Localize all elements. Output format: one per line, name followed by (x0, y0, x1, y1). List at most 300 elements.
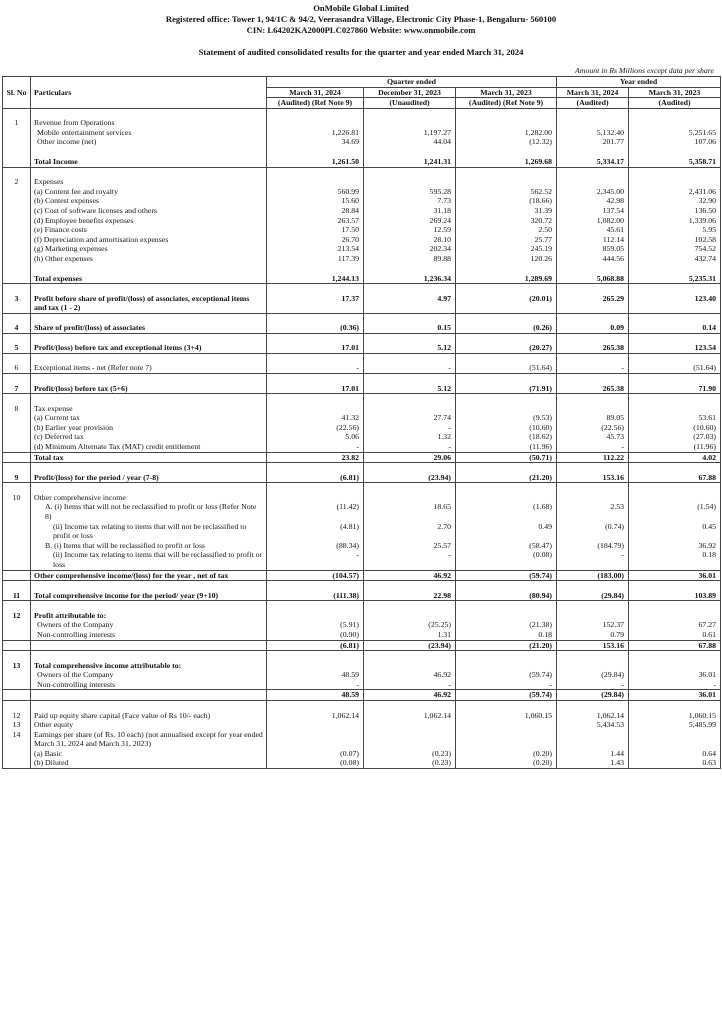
value-cell: 36.01 (629, 670, 721, 680)
value-cell: 123.54 (629, 343, 721, 353)
spacer-cell (3, 264, 31, 274)
spacer-row (3, 651, 721, 661)
particulars-cell: Owners of the Company (31, 670, 267, 680)
value-cell: (11.96) (629, 442, 721, 452)
value-cell: 27.74 (364, 413, 456, 423)
value-cell: (25.25) (364, 620, 456, 630)
spacer-cell (3, 581, 31, 591)
spacer-cell (267, 651, 364, 661)
spacer-cell (557, 651, 629, 661)
value-cell: 18.65 (364, 502, 456, 521)
spacer-cell (629, 601, 721, 611)
value-cell: (0.20) (456, 758, 557, 768)
spacer-cell (31, 483, 267, 493)
value-cell (557, 611, 629, 621)
value-cell: 152.37 (557, 620, 629, 630)
value-cell (629, 118, 721, 128)
value-cell: 1,269.68 (456, 157, 557, 167)
spacer-cell (31, 333, 267, 343)
particulars-cell: (d) Employee benefits expenses (31, 216, 267, 226)
spacer-cell (629, 333, 721, 343)
company-name: OnMobile Global Limited (313, 3, 409, 13)
sl-cell (3, 187, 31, 197)
value-cell: 1,261.50 (267, 157, 364, 167)
row-r6 (3, 363, 721, 373)
particulars-cell: Other income (net) (31, 137, 267, 147)
spacer-cell (267, 313, 364, 323)
value-cell: 1.44 (557, 749, 629, 759)
spacer-row (3, 147, 721, 157)
col-group-quarter: Quarter ended (267, 77, 557, 88)
particulars-cell: Total comprehensive income for the period/ year (9+10) (31, 591, 267, 601)
sl-cell: 14 (3, 730, 31, 749)
value-cell: (0.26) (456, 323, 557, 333)
results-table (2, 76, 721, 769)
value-cell: 1,062.14 (364, 711, 456, 721)
value-cell: (183.00) (557, 570, 629, 581)
spacer-cell (267, 463, 364, 473)
spacer-cell (557, 284, 629, 294)
value-cell: 28.84 (267, 206, 364, 216)
value-cell: 5,485.99 (629, 720, 721, 730)
value-cell: (51.64) (456, 363, 557, 373)
value-cell: - (364, 550, 456, 570)
value-cell: 53.61 (629, 413, 721, 423)
particulars-cell: Tax expense (31, 404, 267, 414)
value-cell: 265.38 (557, 384, 629, 394)
value-cell: 0.79 (557, 630, 629, 640)
sl-cell: 10 (3, 493, 31, 503)
spacer-cell (3, 147, 31, 157)
value-cell: 1,244.13 (267, 274, 364, 284)
value-cell: (21.20) (456, 473, 557, 483)
value-cell: (6.81) (267, 640, 364, 651)
spacer-row (3, 167, 721, 177)
value-cell: 17.50 (267, 225, 364, 235)
row-r10 (3, 493, 721, 503)
particulars-cell: A. (i) Items that will not be reclassified to profit or loss (Refer Note 8) (31, 502, 267, 521)
value-cell: - (364, 423, 456, 433)
value-cell: 32.90 (629, 196, 721, 206)
spacer-cell (267, 353, 364, 363)
value-cell: - (557, 363, 629, 373)
spacer-cell (456, 483, 557, 493)
sl-cell: 12 (3, 611, 31, 621)
registered-office: Registered office: Tower 1, 94/1C & 94/2, Veerasandra Village, Electronic City Phase-1, Bengaluru- 560100 (165, 14, 557, 24)
value-cell: 1,062.14 (557, 711, 629, 721)
spacer-cell (456, 394, 557, 404)
value-cell: 2,345.00 (557, 187, 629, 197)
value-cell: (0.08) (267, 758, 364, 768)
value-cell (267, 661, 364, 671)
value-cell (557, 730, 629, 749)
value-cell (456, 177, 557, 187)
row-r2c (3, 206, 721, 216)
value-cell: (0.07) (267, 749, 364, 759)
value-cell: 89.05 (557, 413, 629, 423)
spacer-cell (267, 333, 364, 343)
row-r10d (3, 550, 721, 570)
value-cell: 5,434.53 (557, 720, 629, 730)
row-r2g (3, 244, 721, 254)
value-cell: (18.62) (456, 432, 557, 442)
particulars-cell: (f) Depreciation and amortisation expenses (31, 235, 267, 245)
sl-cell (3, 137, 31, 147)
row-r10t (3, 570, 721, 581)
sl-cell: 9 (3, 473, 31, 483)
spacer-row (3, 463, 721, 473)
spacer-cell (364, 264, 456, 274)
sl-cell: 11 (3, 591, 31, 601)
value-cell: 103.89 (629, 591, 721, 601)
value-cell: (59.74) (456, 570, 557, 581)
spacer-cell (31, 394, 267, 404)
spacer-cell (267, 394, 364, 404)
value-cell: 1,289.69 (456, 274, 557, 284)
value-cell (557, 404, 629, 414)
value-cell: 48.59 (267, 690, 364, 701)
row-r8t (3, 452, 721, 463)
sl-cell (3, 157, 31, 167)
sl-cell (3, 206, 31, 216)
value-cell: 1,060.15 (456, 711, 557, 721)
spacer-row (3, 374, 721, 384)
spacer-cell (557, 108, 629, 118)
value-cell: 2.53 (557, 502, 629, 521)
spacer-cell (456, 651, 557, 661)
value-cell: (0.23) (364, 758, 456, 768)
value-cell: (0.20) (456, 749, 557, 759)
value-cell: 107.06 (629, 137, 721, 147)
row-r8a (3, 413, 721, 423)
spacer-cell (31, 581, 267, 591)
amount-note: Amount in Rs Millions except data per share (575, 66, 714, 75)
value-cell: (10.60) (456, 423, 557, 433)
row-r16a (3, 749, 721, 759)
spacer-cell (364, 108, 456, 118)
spacer-cell (629, 108, 721, 118)
sl-cell: 4 (3, 323, 31, 333)
spacer-cell (629, 147, 721, 157)
value-cell (267, 177, 364, 187)
value-cell: 7.73 (364, 196, 456, 206)
spacer-cell (557, 264, 629, 274)
spacer-cell (557, 701, 629, 711)
spacer-cell (3, 108, 31, 118)
value-cell: 25.57 (364, 541, 456, 551)
value-cell (267, 493, 364, 503)
col4-note: (Audited) (557, 98, 629, 109)
value-cell: 15.60 (267, 196, 364, 206)
sl-cell (3, 216, 31, 226)
spacer-cell (31, 108, 267, 118)
particulars-cell: (a) Content fee and royalty (31, 187, 267, 197)
spacer-cell (629, 483, 721, 493)
value-cell (364, 493, 456, 503)
particulars-cell: (a) Basic (31, 749, 267, 759)
value-cell: (21.20) (456, 640, 557, 651)
value-cell: 45.73 (557, 432, 629, 442)
value-cell: (20.01) (456, 294, 557, 314)
value-cell (629, 611, 721, 621)
col-particulars: Particulars (31, 77, 267, 109)
spacer-cell (456, 167, 557, 177)
spacer-cell (364, 313, 456, 323)
spacer-cell (456, 108, 557, 118)
spacer-cell (557, 463, 629, 473)
sl-cell (3, 432, 31, 442)
spacer-cell (456, 353, 557, 363)
value-cell: 137.54 (557, 206, 629, 216)
particulars-cell: Profit before share of profit/(loss) of associates, exceptional items and tax (1 - 2) (31, 294, 267, 314)
value-cell: 42.98 (557, 196, 629, 206)
spacer-cell (456, 264, 557, 274)
value-cell: (88.34) (267, 541, 364, 551)
spacer-cell (557, 353, 629, 363)
col1-note: (Audited) (Ref Note 9) (267, 98, 364, 109)
value-cell: (20.27) (456, 343, 557, 353)
row-r2t (3, 274, 721, 284)
col1-date: March 31, 2024 (267, 87, 364, 98)
row-r16 (3, 730, 721, 749)
spacer-cell (456, 601, 557, 611)
spacer-cell (456, 333, 557, 343)
value-cell: - (629, 680, 721, 690)
value-cell: (29.84) (557, 591, 629, 601)
value-cell: 41.32 (267, 413, 364, 423)
value-cell (629, 404, 721, 414)
col4-date: March 31, 2024 (557, 87, 629, 98)
value-cell: 0.63 (629, 758, 721, 768)
row-r1a (3, 128, 721, 138)
particulars-cell: (b) Earlier year provision (31, 423, 267, 433)
sl-cell: 5 (3, 343, 31, 353)
value-cell: 120.26 (456, 254, 557, 264)
spacer-cell (31, 651, 267, 661)
spacer-cell (557, 374, 629, 384)
row-r8b (3, 423, 721, 433)
value-cell (557, 661, 629, 671)
sl-cell (3, 640, 31, 651)
spacer-cell (31, 167, 267, 177)
value-cell (267, 720, 364, 730)
sl-cell (3, 413, 31, 423)
value-cell: (71.91) (456, 384, 557, 394)
spacer-cell (456, 701, 557, 711)
spacer-cell (629, 463, 721, 473)
row-r13 (3, 661, 721, 671)
sl-cell (3, 244, 31, 254)
row-r10b (3, 522, 721, 541)
row-r13a (3, 670, 721, 680)
particulars-cell: Profit/(loss) before tax (5+6) (31, 384, 267, 394)
spacer-cell (3, 701, 31, 711)
value-cell: 23.82 (267, 452, 364, 463)
particulars-cell: (a) Current tax (31, 413, 267, 423)
sl-cell (3, 502, 31, 521)
value-cell: (18.66) (456, 196, 557, 206)
particulars-cell: Exceptional items - net (Refer note 7) (31, 363, 267, 373)
col2-note: (Unaudited) (364, 98, 456, 109)
spacer-row (3, 313, 721, 323)
particulars-cell: (b) Contest expenses (31, 196, 267, 206)
particulars-cell: Owners of the Company (31, 620, 267, 630)
particulars-cell: (c) Deferred tax (31, 432, 267, 442)
value-cell: 213.54 (267, 244, 364, 254)
value-cell: 0.61 (629, 630, 721, 640)
spacer-row (3, 108, 721, 118)
spacer-cell (364, 701, 456, 711)
value-cell: - (267, 442, 364, 452)
spacer-cell (557, 167, 629, 177)
spacer-cell (364, 147, 456, 157)
row-r8c (3, 432, 721, 442)
spacer-cell (31, 264, 267, 274)
value-cell: 22.98 (364, 591, 456, 601)
particulars-cell: Non-controlling interests (31, 680, 267, 690)
sl-cell: 1 (3, 118, 31, 128)
value-cell: 17.01 (267, 384, 364, 394)
value-cell: 12.59 (364, 225, 456, 235)
sl-cell (3, 452, 31, 463)
particulars-cell: Paid up equity share capital (Face value of Rs 10/- each) (31, 711, 267, 721)
sl-cell: 12 (3, 711, 31, 721)
spacer-cell (456, 463, 557, 473)
spacer-cell (629, 701, 721, 711)
row-r1t (3, 157, 721, 167)
value-cell: 71.90 (629, 384, 721, 394)
particulars-cell: (h) Other expenses (31, 254, 267, 264)
value-cell (456, 661, 557, 671)
value-cell: 562.52 (456, 187, 557, 197)
row-r5 (3, 343, 721, 353)
value-cell: 263.57 (267, 216, 364, 226)
value-cell: (0.90) (267, 630, 364, 640)
sl-cell (3, 423, 31, 433)
spacer-row (3, 333, 721, 343)
row-r2 (3, 177, 721, 187)
col3-date: March 31, 2023 (456, 87, 557, 98)
spacer-cell (267, 264, 364, 274)
particulars-cell: (ii) Income tax relating to items that will be reclassified to profit or loss (31, 550, 267, 570)
spacer-cell (3, 394, 31, 404)
value-cell: (6.81) (267, 473, 364, 483)
spacer-cell (557, 601, 629, 611)
value-cell: (23.94) (364, 473, 456, 483)
value-cell: 0.18 (456, 630, 557, 640)
spacer-cell (456, 147, 557, 157)
particulars-cell: Total Income (31, 157, 267, 167)
value-cell (267, 730, 364, 749)
row-r13t (3, 690, 721, 701)
value-cell: 2.50 (456, 225, 557, 235)
particulars-cell: Non-controlling interests (31, 630, 267, 640)
value-cell: (21.38) (456, 620, 557, 630)
sl-cell (3, 128, 31, 138)
sl-cell (3, 680, 31, 690)
row-r3 (3, 294, 721, 314)
value-cell: (58.47) (456, 541, 557, 551)
value-cell: 265.38 (557, 343, 629, 353)
value-cell: 201.77 (557, 137, 629, 147)
value-cell: 2,431.06 (629, 187, 721, 197)
spacer-cell (364, 394, 456, 404)
value-cell: 1.32 (364, 432, 456, 442)
value-cell: - (364, 442, 456, 452)
sl-cell: 7 (3, 384, 31, 394)
value-cell (364, 118, 456, 128)
particulars-cell: Mobile entertainment services (31, 128, 267, 138)
value-cell: 46.92 (364, 670, 456, 680)
spacer-cell (629, 581, 721, 591)
spacer-cell (3, 651, 31, 661)
spacer-cell (629, 374, 721, 384)
value-cell: (4.81) (267, 522, 364, 541)
value-cell: 245.19 (456, 244, 557, 254)
sl-cell (3, 442, 31, 452)
sl-cell (3, 196, 31, 206)
value-cell: 1.43 (557, 758, 629, 768)
value-cell (267, 404, 364, 414)
row-r2e (3, 225, 721, 235)
value-cell: 17.01 (267, 343, 364, 353)
particulars-cell: Other comprehensive income (31, 493, 267, 503)
spacer-cell (557, 581, 629, 591)
sl-cell: 6 (3, 363, 31, 373)
value-cell: (0.74) (557, 522, 629, 541)
value-cell: - (456, 680, 557, 690)
value-cell: - (364, 680, 456, 690)
value-cell: 1,339.06 (629, 216, 721, 226)
spacer-cell (629, 394, 721, 404)
value-cell: 112.22 (557, 452, 629, 463)
spacer-cell (31, 374, 267, 384)
value-cell: 1,241.31 (364, 157, 456, 167)
value-cell: 48.59 (267, 670, 364, 680)
value-cell: - (267, 550, 364, 570)
sl-cell: 13 (3, 720, 31, 730)
row-r12t (3, 640, 721, 651)
value-cell: (22.56) (267, 423, 364, 433)
row-r7 (3, 384, 721, 394)
spacer-row (3, 353, 721, 363)
value-cell: 4.02 (629, 452, 721, 463)
value-cell: 5.12 (364, 384, 456, 394)
value-cell: 265.29 (557, 294, 629, 314)
spacer-cell (31, 353, 267, 363)
spacer-row (3, 394, 721, 404)
sl-cell (3, 235, 31, 245)
spacer-cell (364, 167, 456, 177)
value-cell: 67.88 (629, 640, 721, 651)
value-cell: 4.97 (364, 294, 456, 314)
particulars-cell: (c) Cost of software licenses and others (31, 206, 267, 216)
spacer-row (3, 581, 721, 591)
value-cell: (50.71) (456, 452, 557, 463)
spacer-cell (629, 353, 721, 363)
value-cell: (27.03) (629, 432, 721, 442)
value-cell: 0.15 (364, 323, 456, 333)
value-cell: (22.56) (557, 423, 629, 433)
value-cell: 36.01 (629, 570, 721, 581)
particulars-cell: Expenses (31, 177, 267, 187)
value-cell: 1,062.14 (267, 711, 364, 721)
value-cell: (1.54) (629, 502, 721, 521)
value-cell: (59.74) (456, 670, 557, 680)
value-cell (557, 118, 629, 128)
particulars-cell: B. (i) Items that will be reclassified to profit or loss (31, 541, 267, 551)
spacer-cell (364, 483, 456, 493)
